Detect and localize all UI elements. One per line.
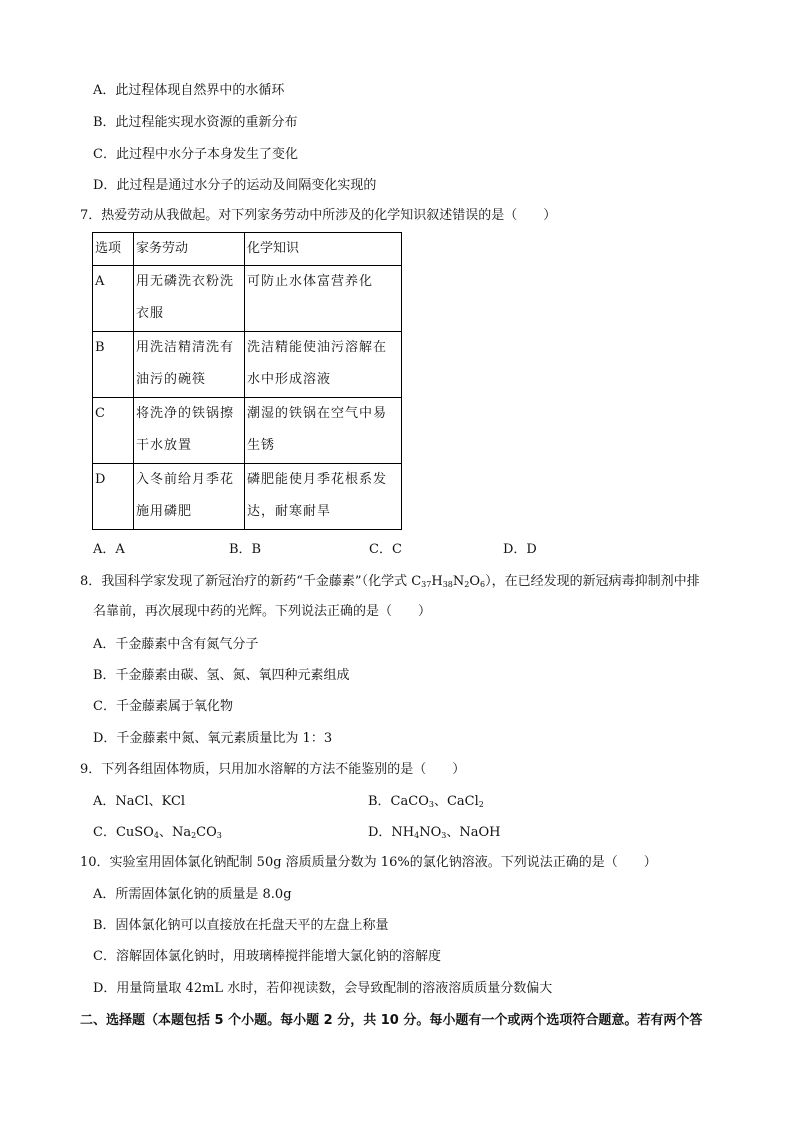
q6-option-b: B．此过程能实现水资源的重新分布 (93, 115, 298, 130)
q8-option-b: B．千金藤素由碳、氢、氮、氧四种元素组成 (93, 668, 350, 683)
row-a-labor: 用无磷洗衣粉洗 衣服 (134, 266, 245, 332)
row-b-knowledge: 洗洁精能使油污溶解在 水中形成溶液 (245, 332, 402, 398)
q7-answer-c: C．C (369, 542, 402, 557)
q7-answer-b: B．B (229, 542, 262, 557)
row-b-option: B (93, 332, 134, 398)
q8-option-d: D．千金藤素中氮、氧元素质量比为 1：3 (93, 731, 333, 746)
header-labor: 家务劳动 (134, 233, 245, 266)
q6-option-d: D．此过程是通过水分子的运动及间隔变化实现的 (93, 178, 377, 193)
q10-stem: 10．实验室用固体氯化钠配制 50g 溶质质量分数为 16%的氯化钠溶液。下列说法正确的是（ ） (80, 855, 657, 870)
q7-answer-d: D．D (503, 542, 537, 557)
section-2-heading: 二、选择题（本题包括 5 个小题。每小题 2 分，共 10 分。每小题有一个或两个选项符合题意。若有两个答 (80, 1013, 703, 1028)
q7-stem: 7．热爱劳动从我做起。对下列家务劳动中所涉及的化学知识叙述错误的是（ ） (80, 208, 557, 223)
q9-option-c: C．CuSO$_4$、$Na_2CO_3$ (93, 825, 222, 840)
q10-option-a: A．所需固体氯化钠的质量是 8.0g (93, 887, 292, 902)
row-c-knowledge: 潮湿的铁锅在空气中易 生锈 (245, 398, 402, 464)
row-d-labor: 入冬前给月季花 施用磷肥 (134, 464, 245, 530)
row-d-knowledge: 磷肥能使月季花根系发 达，耐寒耐旱 (245, 464, 402, 530)
q9-stem: 9．下列各组固体物质，只用加水溶解的方法不能鉴别的是（ ） (80, 762, 466, 777)
q9-option-b: B．CaCO$_3$、CaCl$_2$ (368, 794, 484, 809)
table-header-row (93, 233, 402, 266)
q6-option-a: A．此过程体现自然界中的水循环 (93, 83, 285, 98)
q10-option-c: C．溶解固体氯化钠时，用玻璃棒搅拌能增大氯化钠的溶解度 (93, 949, 441, 964)
q7-table (92, 232, 402, 530)
q8-stem-line1: 8．我国科学家发现了新冠治疗的新药“千金藤素”（化学式 $C_{37}H_{38}N_2O_6$），在已经发现的新冠病毒抑制剂中排 (80, 574, 700, 589)
header-knowledge: 化学知识 (245, 233, 402, 266)
q9-option-a: A．NaCl、KCl (93, 794, 186, 809)
q6-option-c: C．此过程中水分子本身发生了变化 (93, 147, 298, 162)
row-b-labor: 用洗洁精清洗有 油污的碗筷 (134, 332, 245, 398)
row-a-knowledge: 可防止水体富营养化 (245, 266, 402, 332)
q8-option-c: C．千金藤素属于氧化物 (93, 699, 233, 714)
q7-answer-a: A．A (93, 542, 125, 557)
q9-option-d: D．$NH_4NO_3$、NaOH (368, 825, 501, 840)
row-a-option: A (93, 266, 134, 332)
table-row (93, 266, 402, 332)
row-d-option: D (93, 464, 134, 530)
row-c-option: C (93, 398, 134, 464)
row-c-labor: 将洗净的铁锅擦 干水放置 (134, 398, 245, 464)
q8-stem-line2: 名靠前，再次展现中药的光辉。下列说法正确的是（ ） (93, 604, 432, 619)
table-row (93, 464, 402, 530)
table-row (93, 332, 402, 398)
table-row (93, 398, 402, 464)
q8-option-a: A．千金藤素中含有氮气分子 (93, 637, 259, 652)
header-option: 选项 (93, 233, 134, 266)
q10-option-b: B．固体氯化钠可以直接放在托盘天平的左盘上称量 (93, 918, 389, 933)
q10-option-d: D．用量筒量取 42mL 水时，若仰视读数，会导致配制的溶液溶质质量分数偏大 (93, 981, 553, 996)
